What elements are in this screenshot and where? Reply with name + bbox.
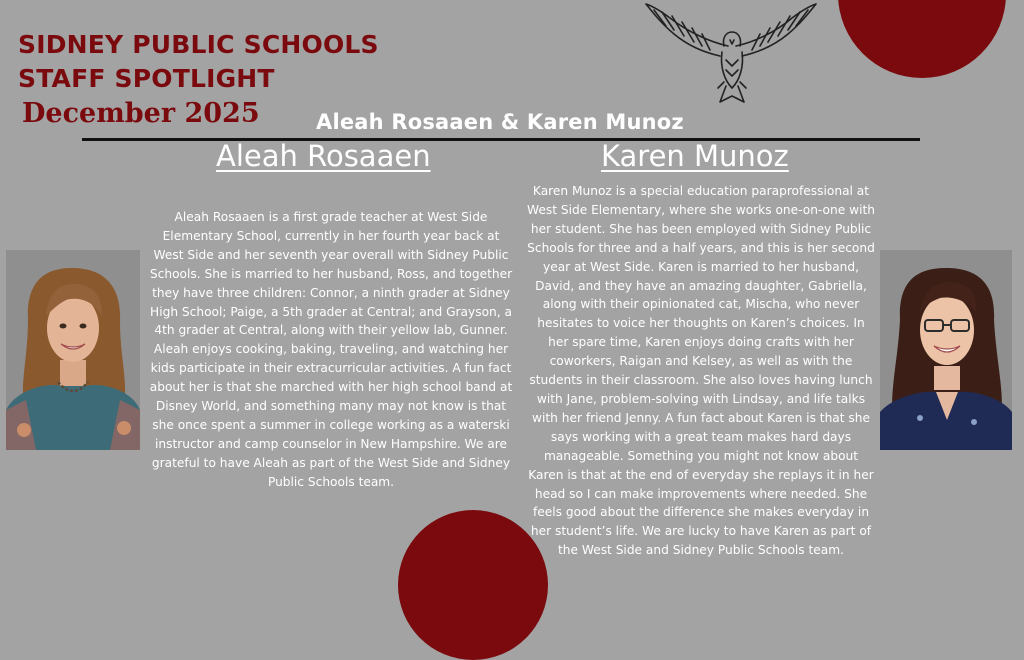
photo-aleah <box>6 250 140 450</box>
profile-name-karen: Karen Munoz <box>601 139 789 173</box>
decorative-circle-top <box>838 0 1006 78</box>
divider-rule <box>82 138 920 141</box>
profile-name-aleah: Aleah Rosaaen <box>216 139 431 173</box>
profile-bio-aleah: Aleah Rosaaen is a first grade teacher at West Side Elementary School, currently in her fourth year back at West Side and her seventh year overall with Sidney Public Schools. She is married to her husband, Ross, and together they have three children: Connor, a ninth grader at Sidney High School; Paige, a 5th grader at Central; and Grayson, a 4th grader at Central, along with their yellow lab, Gunner. Aleah enjoys cooking, baking, traveling, and watching her kids participate in their extracurricular activities. A fun fact about her is that she marched with her high school band at Disney World, and something many may not know is that she once spent a summer in college working as a waterski instructor and camp counselor in New Hampshire. We are grateful to have Aleah as part of the West Side and Sidney Public Schools team. <box>149 210 513 489</box>
photo-karen <box>880 250 1012 450</box>
profile-bio-karen: Karen Munoz is a special education paraprofessional at West Side Elementary, where she works one-on-one with her student. She has been employed with Sidney Public Schools for three and a half years, and this is her second year at West Side. Karen is married to her husband, David, and they have an amazing daughter, Gabriella, along with their opinionated cat, Mischa, who never hesitates to voice her thoughts on Karen’s choices. In her spare time, Karen enjoys doing crafts with her coworkers, Raigan and Kelsey, as well as with the students in their classroom. She also loves having lunch with Jane, problem-solving with Lindsay, and life talks with her friend Jenny. A fun fact about Karen is that she says working with a great team makes hard days manageable. Something you might not know about Karen is that at the end of everyday she replays it in her head so I can make improvements where needed. She feels good about the difference she makes everyday in her student’s life. We are lucky to have Karen as part of the West Side and Sidney Public Schools team. <box>527 184 875 558</box>
header-date: December 2025 <box>22 98 260 129</box>
eagle-icon <box>640 2 820 106</box>
header-staff-spotlight: STAFF SPOTLIGHT <box>18 64 275 93</box>
header-school-name: SIDNEY PUBLIC SCHOOLS <box>18 30 379 59</box>
spotlight-subtitle: Aleah Rosaaen & Karen Munoz <box>316 110 684 134</box>
